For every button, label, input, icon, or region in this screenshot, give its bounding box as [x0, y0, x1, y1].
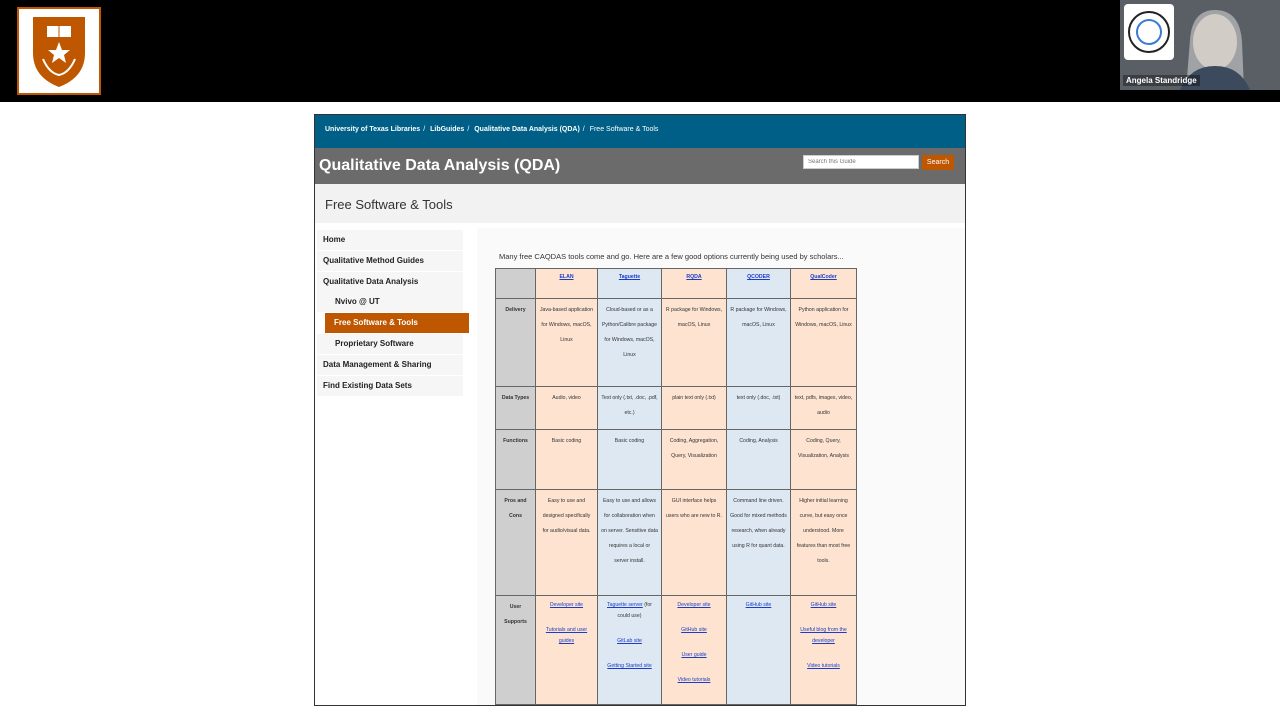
row-label-delivery: Delivery [496, 299, 536, 387]
guide-search-input[interactable] [803, 155, 919, 169]
table-row [496, 430, 857, 490]
table-cell: Command line driven. Good for mixed methods research, when already using R for quant data. [727, 490, 791, 596]
table-cell [536, 596, 598, 705]
qualcoder-video-tutorials-link[interactable]: Video tutorials [807, 663, 840, 669]
tool-header-qcoder [727, 269, 791, 299]
breadcrumb-current: Free Software & Tools [589, 126, 659, 133]
tool-link-qualcoder[interactable]: QualCoder [810, 274, 837, 280]
table-cell [727, 596, 791, 705]
tool-link-elan[interactable]: ELAN [559, 274, 574, 280]
table-row [496, 299, 857, 387]
qcoder-github-link[interactable]: GitHub site [745, 602, 772, 608]
search-button[interactable]: Search [922, 155, 954, 170]
nav-item-find-existing-data-sets[interactable]: Find Existing Data Sets [317, 376, 463, 396]
taguette-server-link[interactable]: Taguette server [607, 602, 643, 608]
table-cell: Cloud-based or as a Python/Calibre package for Windows, macOS, Linux [598, 299, 662, 387]
tool-header-elan [536, 269, 598, 299]
elan-tutorials-link[interactable]: Tutorials and user guides [545, 627, 588, 644]
row-label-functions: Functions [496, 430, 536, 490]
nav-item-qualitative-data-analysis[interactable]: Qualitative Data Analysis [317, 272, 463, 292]
table-cell: R package for Windows, macOS, Linux [662, 299, 727, 387]
page-title: Free Software & Tools [325, 197, 453, 212]
tool-header-taguette [598, 269, 662, 299]
shield-icon [19, 9, 99, 93]
table-cell: plain text only (.txt) [662, 387, 727, 430]
guide-title-bar [315, 148, 965, 184]
meeting-top-bar [0, 0, 1280, 102]
qualcoder-github-link[interactable]: GitHub site [810, 602, 837, 608]
row-label-data-types: Data Types [496, 387, 536, 430]
table-cell [662, 596, 727, 705]
table-cell: Text only (.txt, .doc, .pdf, etc.) [598, 387, 662, 430]
table-cell: Coding, Analysis [727, 430, 791, 490]
nav-item-home[interactable]: Home [317, 230, 463, 250]
table-cell: GUI interface helps users who are new to R. [662, 490, 727, 596]
table-row [496, 269, 857, 299]
nav-item-free-software-tools[interactable]: Free Software & Tools [325, 313, 469, 333]
rqda-video-tutorials-link[interactable]: Video tutorials [677, 677, 711, 683]
table-cell: text only (.doc, .txt) [727, 387, 791, 430]
row-label-user-supports: User Supports [496, 596, 536, 705]
breadcrumb-libguides[interactable]: LibGuides [430, 126, 465, 133]
tool-header-rqda [662, 269, 727, 299]
rqda-user-guide-link[interactable]: User guide [681, 652, 707, 658]
table-cell: Coding, Query, Visualization, Analysis [791, 430, 857, 490]
tool-link-rqda[interactable]: RQDA [686, 274, 702, 280]
table-cell: Easy to use and allows for collaboration when on server. Sensitive data requires a local or server install. [598, 490, 662, 596]
corner-cell [496, 269, 536, 299]
page-header [315, 184, 965, 223]
taguette-server-note: (for could use) [617, 602, 652, 619]
breadcrumb-bar [315, 115, 965, 148]
guide-title: Qualitative Data Analysis (QDA) [319, 157, 561, 174]
rqda-github-link[interactable]: GitHub site [681, 627, 707, 633]
taguette-getting-started-link[interactable]: Getting Started site [607, 663, 652, 669]
table-cell: Java-based application for Windows, macOS, Linux [536, 299, 598, 387]
qualcoder-blog-link[interactable]: Useful blog from the developer [800, 627, 847, 644]
breadcrumb: University of Texas Libraries / LibGuides / Qualitative Data Analysis (QDA) / Free Software & Tools [325, 126, 659, 133]
taguette-gitlab-link[interactable]: GitLab site [617, 638, 642, 644]
presenter-name: Angela Standridge [1123, 75, 1200, 86]
caqdas-comparison-table [495, 268, 857, 705]
elan-developer-site-link[interactable]: Developer site [549, 602, 584, 608]
rqda-developer-site-link[interactable]: Developer site [677, 602, 711, 608]
intro-text: Many free CAQDAS tools come and go. Here are a few good options currently being used by scholars... [499, 252, 844, 261]
table-cell: Higher initial learning curve, but easy once understood. More features than most free tools. [791, 490, 857, 596]
nav-item-proprietary-software[interactable]: Proprietary Software [317, 334, 463, 354]
presenter-video [1120, 0, 1280, 90]
nav-item-data-management-sharing[interactable]: Data Management & Sharing [317, 355, 463, 375]
nav-item-qualitative-method-guides[interactable]: Qualitative Method Guides [317, 251, 463, 271]
table-cell [598, 596, 662, 705]
table-cell: Basic coding [536, 430, 598, 490]
tool-link-taguette[interactable]: Taguette [618, 274, 641, 280]
table-cell: Coding, Aggregation, Query, Visualization [662, 430, 727, 490]
breadcrumb-ut-libraries[interactable]: University of Texas Libraries [325, 126, 421, 133]
table-cell: text, pdfs, images, video, audio [791, 387, 857, 430]
shared-screen-libguide [314, 114, 966, 706]
table-cell: R package for Windows, macOS, Linux [727, 299, 791, 387]
row-label-pros-and-cons: Pros and Cons [496, 490, 536, 596]
ut-seal-logo [17, 7, 101, 95]
table-cell: Easy to use and designed specifically for audio/visual data. [536, 490, 598, 596]
table-row [496, 387, 857, 430]
table-cell: Python application for Windows, macOS, Linux [791, 299, 857, 387]
table-row [496, 490, 857, 596]
table-row [496, 596, 857, 705]
breadcrumb-qda[interactable]: Qualitative Data Analysis (QDA) [474, 126, 580, 133]
nav-item-nvivo[interactable]: Nvivo @ UT [317, 292, 463, 312]
tool-link-qcoder[interactable]: QCODER [747, 274, 770, 280]
tool-header-qualcoder [791, 269, 857, 299]
table-cell: Audio, video [536, 387, 598, 430]
table-cell: Basic coding [598, 430, 662, 490]
table-cell [791, 596, 857, 705]
